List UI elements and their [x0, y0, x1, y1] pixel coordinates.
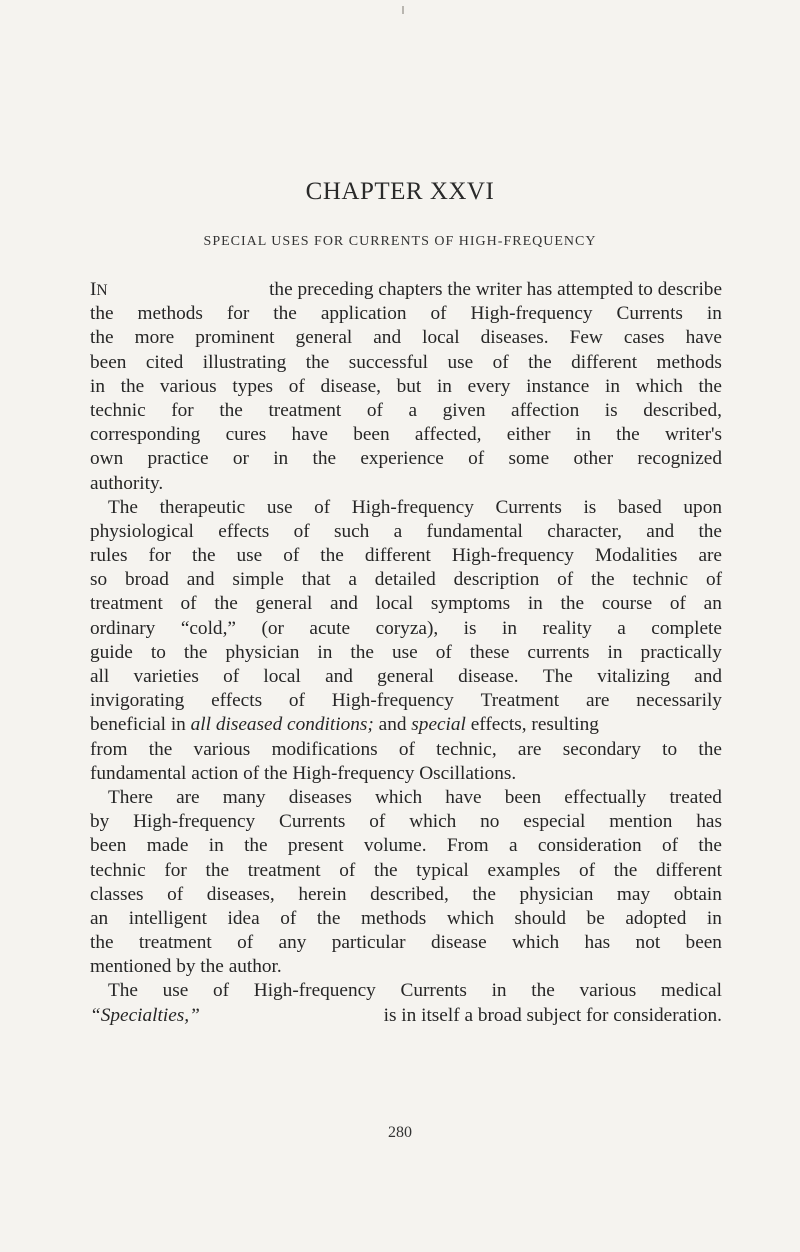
text-line: mentioned by the author. — [90, 956, 282, 978]
text-line: ordinary “cold,” (or acute coryza), is in reality a complete — [90, 617, 722, 639]
text-line: The therapeutic use of High-frequency Currents is based upon — [108, 496, 722, 518]
text-line — [90, 278, 722, 302]
text-line: The use of High-frequency Currents in the various medical — [108, 980, 722, 1002]
text-line: the methods for the application of High-frequency Currents in — [90, 303, 722, 325]
text-line: own practice or in the experience of some other recognized — [90, 448, 722, 470]
text-line: rules for the use of the different High-frequency Modalities are — [90, 545, 722, 567]
text-line: from the various modifications of technic, are secondary to the — [90, 738, 722, 760]
text-line: fundamental action of the High-frequency Oscillations. — [90, 762, 517, 784]
text-line: so broad and simple that a detailed description of the technic of — [90, 569, 722, 591]
text-line: the more prominent general and local diseases. Few cases have — [90, 327, 722, 349]
drop-cap-word: IN — [90, 279, 109, 300]
emphasis-text: “Specialties,” — [90, 1004, 200, 1026]
text-line: There are many diseases which have been effectually treated — [108, 786, 722, 808]
text-line: physiological effects of such a fundamental character, and the — [90, 520, 722, 542]
emphasis-text: special — [411, 714, 466, 736]
text-line: authority. — [90, 472, 164, 494]
text-line: beneficial in all diseased conditions; and special effects, resulting — [90, 714, 599, 736]
text-line: in the various types of disease, but in every instance in which the — [90, 375, 722, 397]
body-text — [90, 278, 722, 1028]
text-line: been cited illustrating the successful use of the different methods — [90, 351, 722, 373]
text-line: the treatment of any particular disease which has not been — [90, 932, 722, 954]
text-line: guide to the physician in the use of these currents in practically — [90, 641, 722, 663]
chapter-subtitle: SPECIAL USES FOR CURRENTS OF HIGH-FREQUENCY — [203, 234, 597, 249]
text-line: technic for the treatment of a given affection is described, — [90, 399, 722, 421]
text-line: been made in the present volume. From a consideration of the — [90, 835, 722, 857]
page-number: 280 — [388, 1124, 412, 1141]
chapter-title: CHAPTER XXVI — [305, 178, 495, 205]
text-line: invigorating effects of High-frequency Treatment are necessarily — [90, 690, 722, 712]
text-line: treatment of the general and local symptoms in the course of an — [90, 593, 722, 615]
print-speck — [402, 6, 404, 14]
text-line: “Specialties,” is in itself a broad subject for consideration. — [90, 1004, 722, 1028]
text-line: classes of diseases, herein described, the physician may obtain — [90, 883, 722, 905]
text-line: by High-frequency Currents of which no especial mention has — [90, 811, 722, 833]
text-line: an intelligent idea of the methods which should be adopted in — [90, 907, 722, 929]
text-line: all varieties of local and general disease. The vitalizing and — [90, 666, 722, 687]
text-line: corresponding cures have been affected, either in the writer's — [90, 424, 722, 446]
text-line: technic for the treatment of the typical examples of the different — [90, 859, 722, 881]
text-span: the preceding chapters the writer has attempted to describe — [269, 279, 722, 300]
emphasis-text: all diseased conditions; — [190, 714, 374, 736]
